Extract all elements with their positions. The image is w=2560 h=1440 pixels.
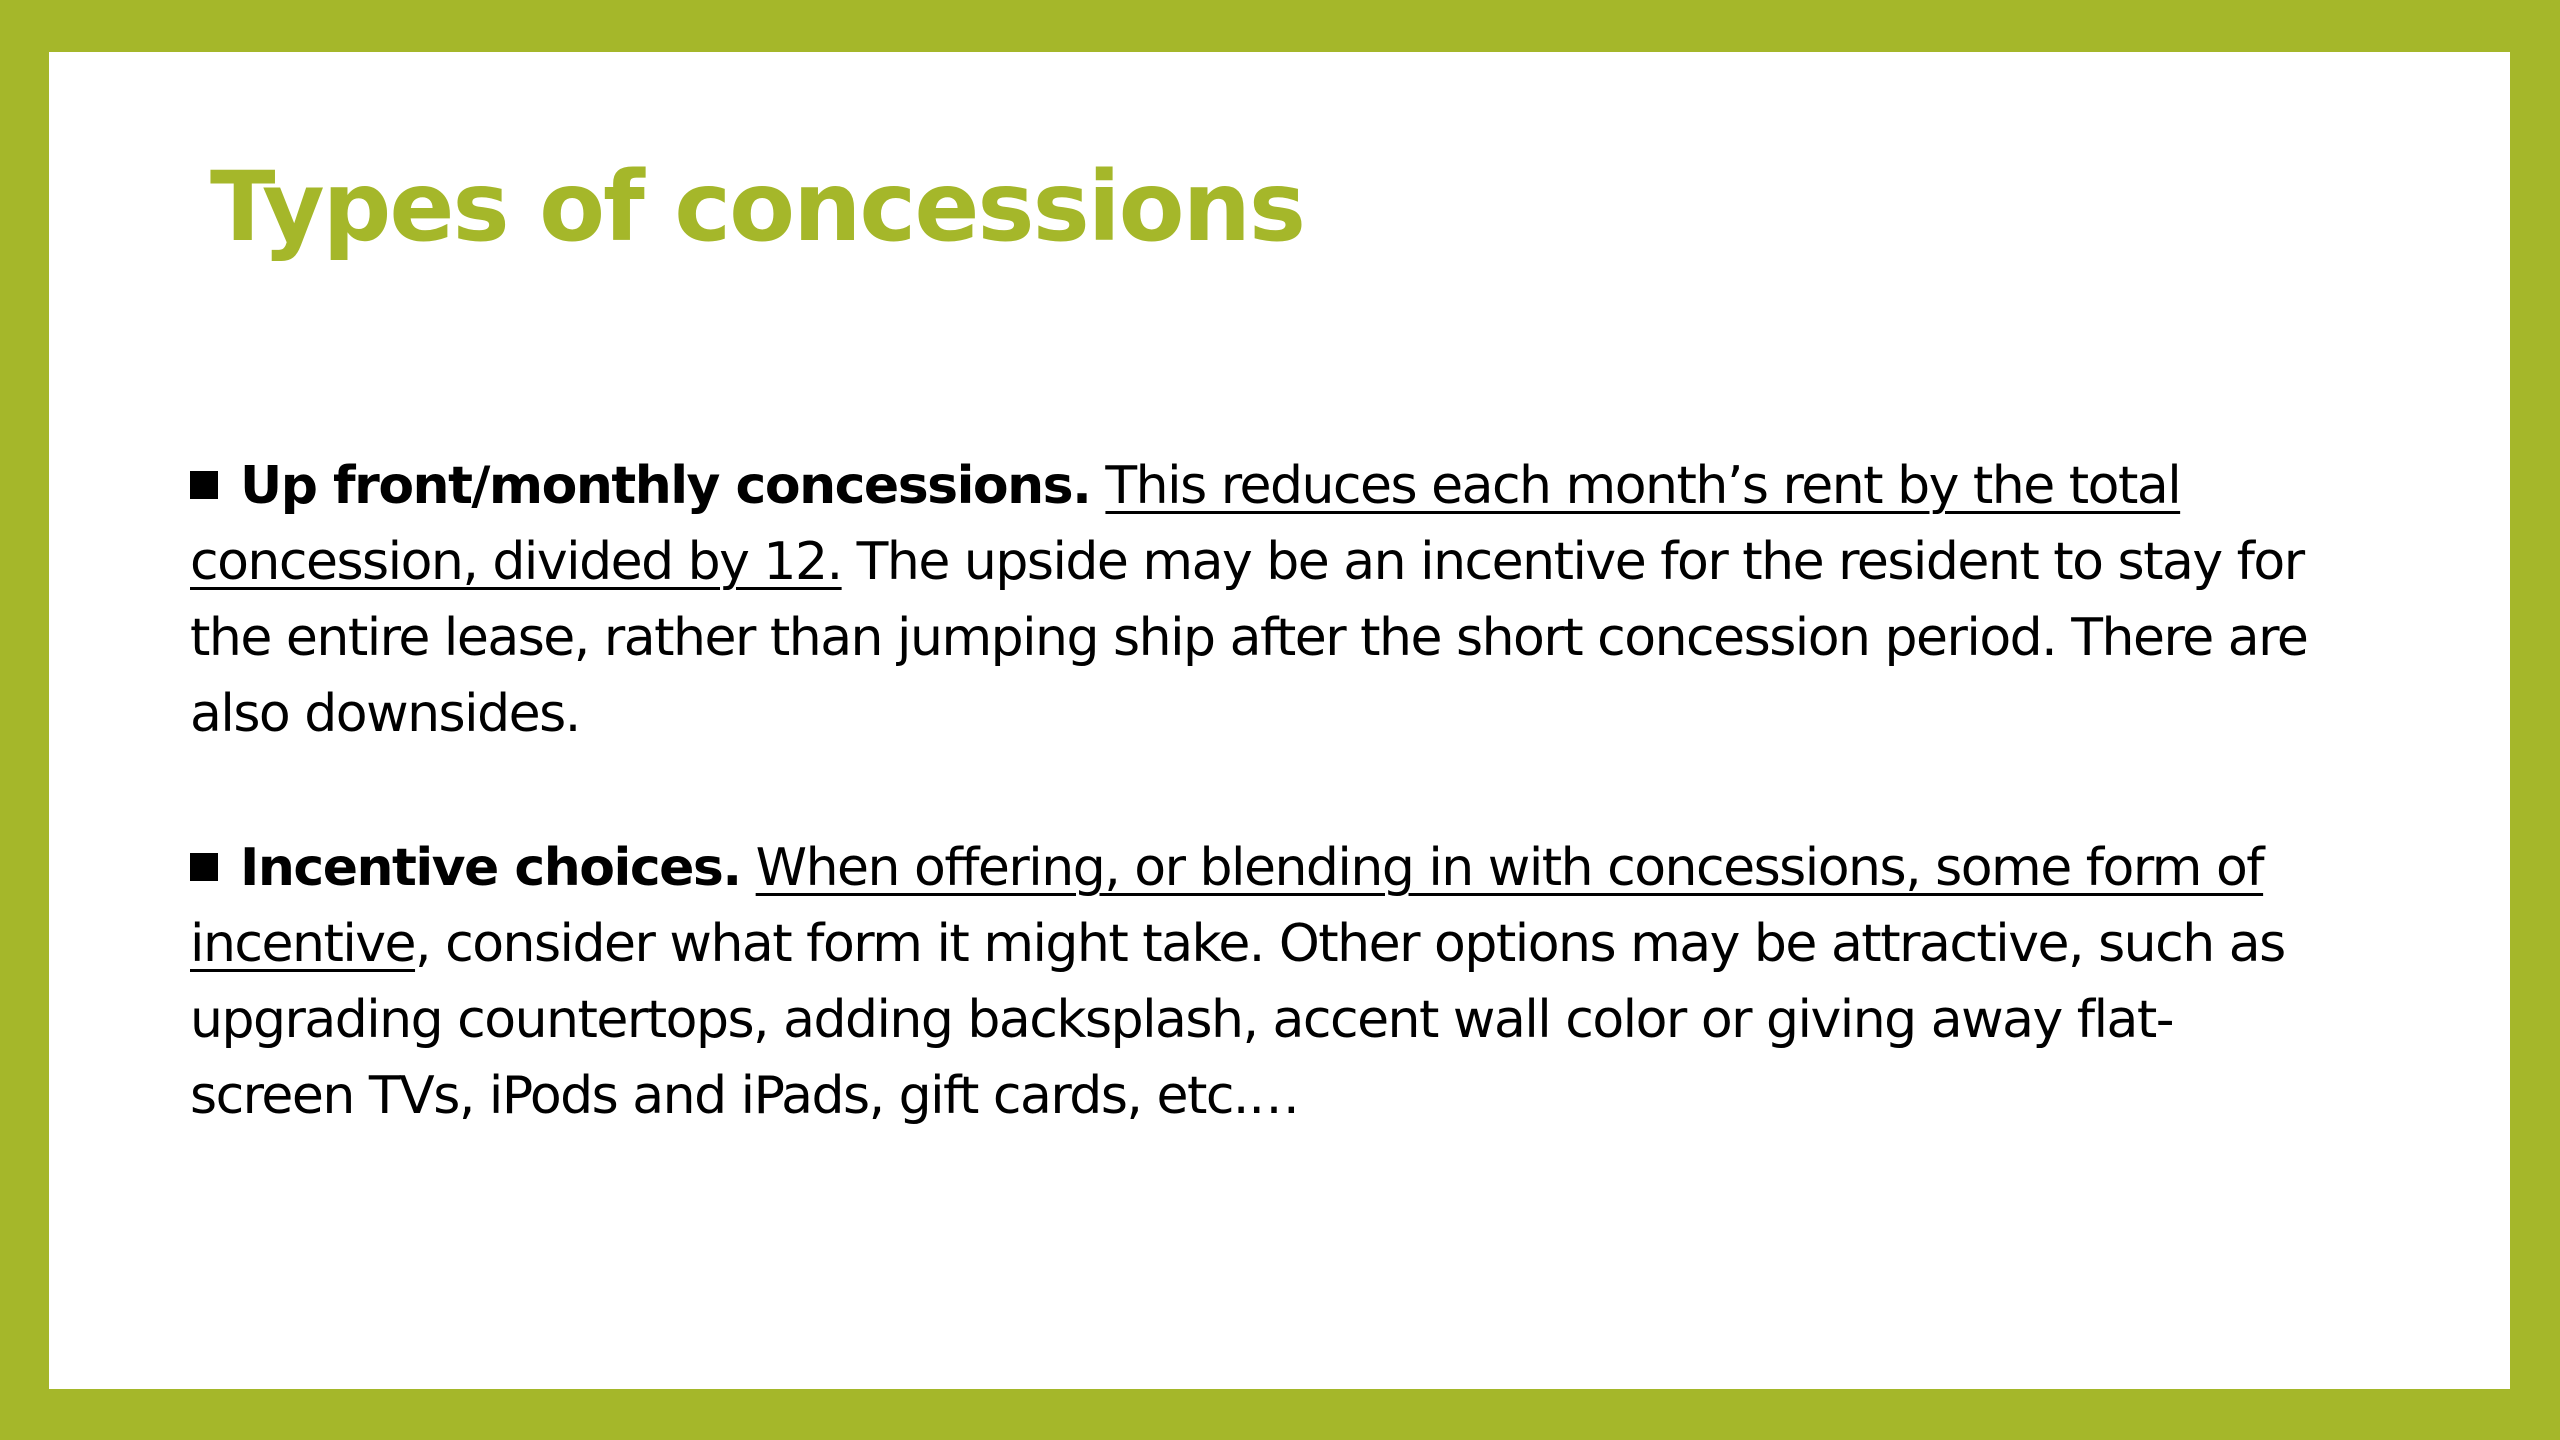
bullet-lead: Up front/monthly concessions. — [240, 456, 1091, 516]
bullet-underlined-text: When offering, or blending in with concessions, some form of incentive — [190, 838, 2264, 974]
square-bullet-icon — [190, 471, 218, 499]
bullet-lead: Incentive choices. — [240, 838, 741, 898]
bullet-underlined-text: This reduces each month’s rent by the total concession, divided by 12. — [190, 456, 2181, 592]
slide-title: Types of concessions — [210, 151, 1305, 263]
bullet-paragraph-incentive-choices — [190, 830, 2310, 1134]
bullet-body-text: , consider what form it might take. Other options may be attractive, such as upgrading countertops, adding backsplash, accent wall color or giving away flat-screen TVs, iPods and iPads, gift cards, etc.… — [190, 914, 2285, 1126]
bullet-body-text: The upside may be an incentive for the resident to stay for the entire lease, rather than jumping ship after the short concession period. There are also downsides. — [190, 532, 2308, 744]
square-bullet-icon — [190, 853, 218, 881]
bullet-paragraph-up-front-concessions — [190, 448, 2310, 752]
